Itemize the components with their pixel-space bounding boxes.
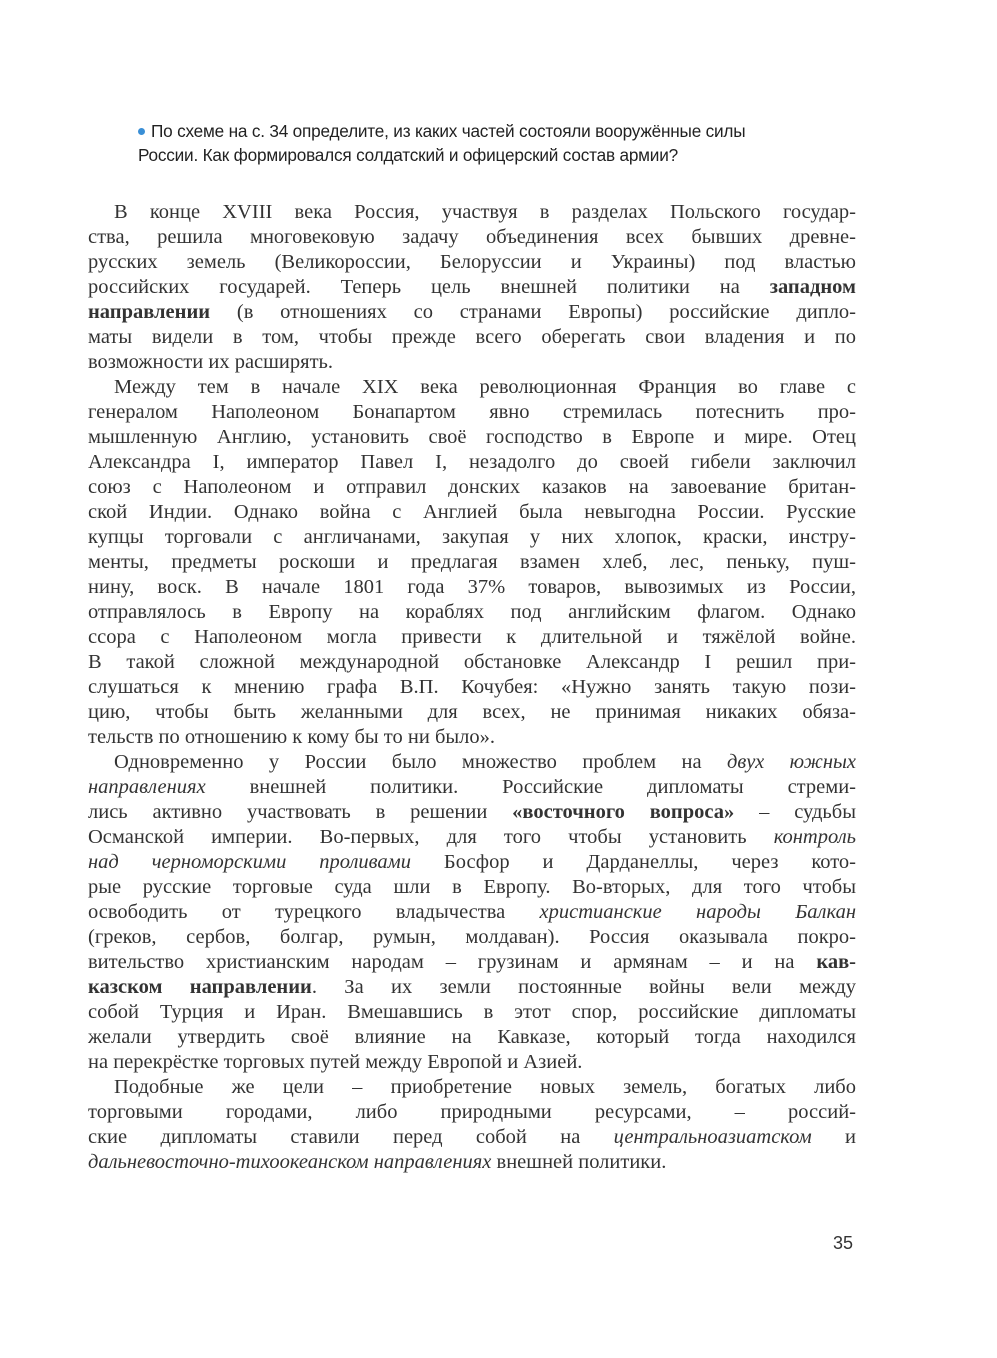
text-segment: Александра I, император Павел I, незадолго до своей гибели заключил — [88, 451, 856, 473]
text-line — [88, 425, 856, 450]
question-text: России. Как формировался солдатский и офицерский состав армии? — [138, 145, 678, 165]
italic-term: дальневосточно-тихоокеанском направлениях — [88, 1151, 492, 1173]
text-segment: купцы торговали с англичанами, закупая у них хлопок, краски, инстру- — [88, 526, 856, 548]
page-number: 35 — [833, 1233, 854, 1253]
text-line — [88, 225, 856, 250]
text-segment: русских земель (Великороссии, Белоруссии и Украины) под властью — [88, 251, 856, 273]
paragraph — [88, 200, 856, 375]
text-segment: лись активно участвовать в решении — [88, 801, 513, 823]
text-segment: союз с Наполеоном и отправил донских казаков на завоевание британ- — [88, 476, 856, 498]
text-segment: внешней политики. — [491, 1151, 667, 1173]
paragraph — [88, 750, 856, 1075]
text-line — [88, 925, 856, 950]
text-line — [88, 1100, 856, 1125]
text-line — [88, 200, 856, 225]
text-segment: маты видели в том, чтобы прежде всего оберегать свои владения и по — [88, 326, 856, 348]
paragraph — [88, 1075, 856, 1175]
text-segment: российских государей. Теперь цель внешней политики на — [88, 276, 770, 298]
text-segment: ские дипломаты ставили перед собой на — [88, 1126, 614, 1148]
text-line — [88, 625, 856, 650]
text-segment: возможности их расширять. — [88, 351, 334, 373]
text-line — [88, 375, 856, 400]
text-line — [88, 775, 856, 800]
text-segment: мышленную Англию, установить своё господство в Европе и мире. Отец — [88, 426, 856, 448]
italic-term: над черноморскими проливами — [88, 851, 412, 873]
bullet-icon — [138, 128, 145, 135]
text-line — [88, 1025, 856, 1050]
text-line — [88, 700, 856, 725]
text-line — [88, 300, 856, 325]
italic-term: христианские народы Балкан — [539, 901, 856, 923]
text-line — [88, 1050, 856, 1075]
text-line — [88, 975, 856, 1000]
bold-term: кав- — [816, 951, 856, 973]
text-segment: (греков, сербов, болгар, румын, молдаван). Россия оказывала покро- — [88, 926, 856, 948]
text-segment: слушаться к мнению графа В.П. Кочубея: «Нужно занять такую пози- — [88, 676, 856, 698]
text-line — [88, 250, 856, 275]
text-line — [88, 725, 856, 750]
text-segment: ссора с Наполеоном могла привести к длительной и тяжёлой войне. — [88, 626, 856, 648]
text-segment: Одновременно у России было множество проблем на — [114, 751, 727, 773]
review-question — [138, 119, 858, 167]
text-line — [88, 600, 856, 625]
text-line — [88, 1075, 856, 1100]
bold-term: направлении — [88, 301, 211, 323]
bold-term: казском направлении — [88, 976, 312, 998]
text-segment: Подобные же цели – приобретение новых земель, богатых либо — [114, 1076, 856, 1098]
text-line — [88, 1150, 856, 1175]
text-segment: Между тем в начале XIX века революционная Франция во главе с — [114, 376, 856, 398]
text-segment: освободить от турецкого владычества — [88, 901, 540, 923]
text-segment: (в отношениях со странами Европы) российские дипло- — [210, 301, 856, 323]
text-segment: на перекрёстке торговых путей между Европой и Азией. — [88, 1051, 583, 1073]
text-segment: генералом Наполеоном Бонапартом явно стремилась потеснить про- — [88, 401, 856, 423]
text-segment: торговыми городами, либо природными ресурсами, – россий- — [88, 1101, 856, 1123]
text-line — [88, 750, 856, 775]
text-line — [88, 275, 856, 300]
text-line — [88, 325, 856, 350]
italic-term: контроль — [773, 826, 856, 848]
text-line — [88, 950, 856, 975]
italic-term: центральноазиатском — [613, 1126, 812, 1148]
question-line — [138, 143, 858, 167]
text-segment: вительство христианским народам – грузинам и армянам – и на — [88, 951, 817, 973]
text-segment: – судьбы — [734, 801, 856, 823]
text-line — [88, 550, 856, 575]
text-segment: отправлялось в Европу на кораблях под английским флагом. Однако — [88, 601, 856, 623]
bold-term: «восточного вопроса» — [512, 801, 735, 823]
paragraph — [88, 375, 856, 750]
text-line — [88, 900, 856, 925]
text-line — [88, 450, 856, 475]
italic-term: двух южных — [726, 751, 856, 773]
text-segment: тельств по отношению к кому бы то ни было». — [88, 726, 495, 748]
text-segment: цию, чтобы быть желанными для всех, не принимая никаких обяза- — [88, 701, 856, 723]
text-segment: ства, решила многовековую задачу объединения всех бывших древне- — [88, 226, 856, 248]
text-segment: и — [811, 1126, 856, 1148]
text-segment: менты, предметы роскоши и предлагая взамен хлеб, лес, пеньку, пуш- — [88, 551, 856, 573]
text-segment: собой Турция и Иран. Вмешавшись в этот спор, российские дипломаты — [88, 1001, 856, 1023]
italic-term: направлениях — [88, 776, 206, 798]
text-line — [88, 1125, 856, 1150]
text-line — [88, 500, 856, 525]
text-line — [88, 850, 856, 875]
question-text: По схеме на с. 34 определите, из каких частей состояли вооружённые силы — [151, 121, 746, 141]
text-segment: внешней политики. Российские дипломаты стреми- — [205, 776, 856, 798]
text-segment: рые русские торговые суда шли в Европу. Во-вторых, для того чтобы — [88, 876, 856, 898]
text-line — [88, 825, 856, 850]
main-text — [88, 200, 856, 1175]
question-line — [138, 119, 858, 143]
text-line — [88, 525, 856, 550]
text-line — [88, 675, 856, 700]
text-line — [88, 800, 856, 825]
text-line — [88, 875, 856, 900]
text-line — [88, 1000, 856, 1025]
text-line — [88, 350, 856, 375]
text-line — [88, 400, 856, 425]
text-line — [88, 650, 856, 675]
bold-term: западном — [769, 276, 856, 298]
text-line — [88, 575, 856, 600]
text-segment: нину, воск. В начале 1801 года 37% товаров, вывозимых из России, — [88, 576, 856, 598]
text-segment: Османской империи. Во-первых, для того чтобы установить — [88, 826, 774, 848]
text-segment: ской Индии. Однако война с Англией была невыгодна России. Русские — [88, 501, 856, 523]
text-segment: . За их земли постоянные войны вели между — [311, 976, 857, 998]
text-segment: В такой сложной международной обстановке Александр I решил при- — [88, 651, 856, 673]
text-segment: Босфор и Дарданеллы, через кото- — [411, 851, 856, 873]
text-segment: В конце XVIII века Россия, участвуя в разделах Польского государ- — [114, 201, 856, 223]
text-segment: желали утвердить своё влияние на Кавказе, который тогда находился — [88, 1026, 856, 1048]
text-line — [88, 475, 856, 500]
